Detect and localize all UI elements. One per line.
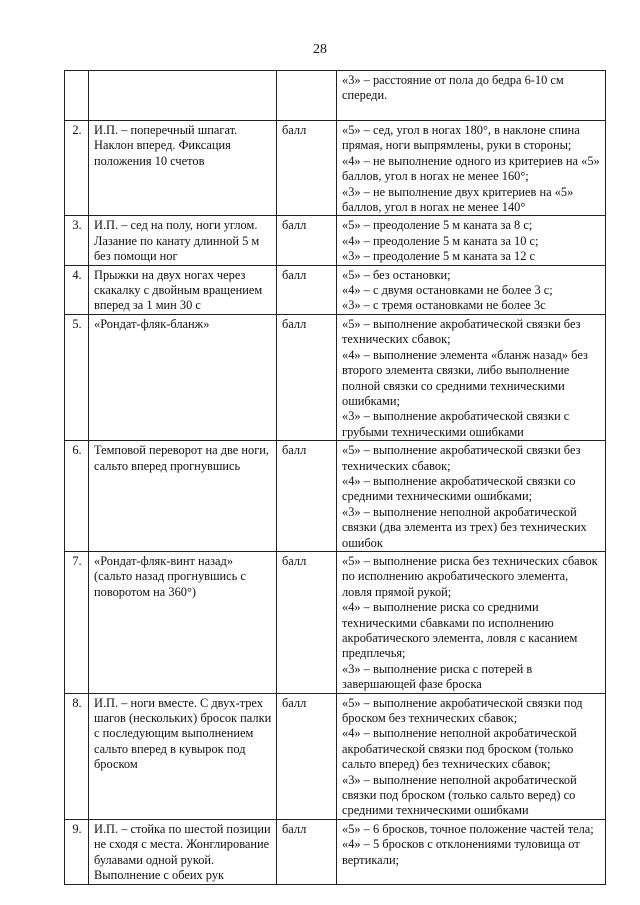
- row-number: 4.: [65, 265, 89, 314]
- criterion-line: «4» – не выполнение одного из критериев на «5» баллов, угол в ногах не менее 160°;: [342, 153, 600, 184]
- table-row: [65, 314, 606, 440]
- criterion-line: «4» – с двумя остановками не более 3 с;: [342, 283, 553, 298]
- row-number: 2.: [65, 121, 89, 216]
- measurement-unit: [277, 71, 337, 121]
- criterion-line: «5» – преодоление 5 м каната за 8 с;: [342, 218, 533, 233]
- evaluation-criteria: [337, 216, 606, 265]
- evaluation-criteria: [337, 551, 606, 693]
- criterion-line: «4» – 5 бросков с отклонениями туловища от вертикали;: [342, 837, 580, 867]
- criterion-line: «5» – выполнение риска без технических сбавок по исполнению акробатического элемента, ловля прямой рукой;: [342, 553, 598, 599]
- measurement-unit: балл: [277, 441, 337, 552]
- row-number: 8.: [65, 693, 89, 819]
- evaluation-criteria: [337, 265, 606, 314]
- criterion-line: «5» – выполнение акробатической связки без технических сбавок;: [342, 316, 581, 347]
- measurement-unit: балл: [277, 551, 337, 693]
- criterion-line: «3» – с тремя остановками не более 3с: [342, 298, 546, 313]
- criterion-line: «5» – сед, угол в ногах 180°, в наклоне спина прямая, ноги выпрямлены, руки в стороны;: [342, 123, 580, 153]
- criterion-line: «5» – 6 бросков, точное положение частей тела;: [342, 821, 594, 836]
- criterion-line: «5» – выполнение акробатической связки под броском без технических сбавок;: [342, 695, 583, 726]
- table-row: [65, 71, 606, 121]
- criterion-line: «4» – выполнение риска со средними техническими сбавками по исполнению акробатического элемента, ловля с касанием предплечья;: [342, 600, 578, 661]
- row-number: 9.: [65, 819, 89, 884]
- measurement-unit: балл: [277, 121, 337, 216]
- criterion-line: «4» – выполнение неполной акробатической акробатической связки под броском (только сальто вперед) без технических сбавок;: [342, 726, 577, 772]
- measurement-unit: балл: [277, 693, 337, 819]
- criterion-line: «4» – выполнение акробатической связки со средними техническими ошибками;: [342, 473, 576, 504]
- evaluation-criteria: [337, 819, 606, 884]
- measurement-unit: балл: [277, 819, 337, 884]
- measurement-unit: балл: [277, 314, 337, 440]
- evaluation-criteria: [337, 314, 606, 440]
- row-number: 6.: [65, 441, 89, 552]
- table-row: [65, 819, 606, 884]
- evaluation-criteria: [337, 121, 606, 216]
- criterion-line: «4» – выполнение элемента «бланж назад» без второго элемента связки, либо выполнение полной связки со средними техническими ошибками;: [342, 347, 588, 408]
- criterion-line: «3» – выполнение неполной акробатической связки под броском (только сальто веред) со средними техническими ошибками: [342, 772, 577, 818]
- measurement-unit: балл: [277, 265, 337, 314]
- exercise-description: И.П. – стойка по шестой позиции не сходя с места. Жонглирование булавами одной рукой. Выполнение с обеих рук: [89, 819, 277, 884]
- criterion-line: «3» – выполнение неполной акробатической связки (два элемента из трех) без технических ошибок: [342, 504, 587, 550]
- criterion-line: «3» – преодоление 5 м каната за 12 с: [342, 249, 536, 264]
- criterion-line: «3» – расстояние от пола до бедра 6-10 см спереди.: [342, 73, 564, 103]
- row-number: 3.: [65, 216, 89, 265]
- criterion-line: «4» – преодоление 5 м каната за 10 с;: [342, 233, 539, 248]
- table-row: [65, 216, 606, 265]
- standards-table: [64, 70, 606, 885]
- exercise-description: И.П. – сед на полу, ноги углом. Лазание по канату длинной 5 м без помощи ног: [89, 216, 277, 265]
- row-number: 5.: [65, 314, 89, 440]
- exercise-description: Прыжки на двух ногах через скакалку с двойным вращением вперед за 1 мин 30 с: [89, 265, 277, 314]
- exercise-description: И.П. – ноги вместе. С двух-трех шагов (нескольких) бросок палки с последующим выполнением сальто вперед в кувырок под броском: [89, 693, 277, 819]
- evaluation-criteria: [337, 71, 606, 121]
- table-row: [65, 265, 606, 314]
- criterion-line: «3» – выполнение акробатической связки с грубыми техническими ошибками: [342, 409, 570, 439]
- exercise-description: «Рондат-фляк-бланж»: [89, 314, 277, 440]
- table-row: [65, 441, 606, 552]
- row-number: 7.: [65, 551, 89, 693]
- row-number: [65, 71, 89, 121]
- page-number: 28: [313, 42, 327, 57]
- table-row: [65, 551, 606, 693]
- criterion-line: «5» – без остановки;: [342, 267, 451, 282]
- criterion-line: «5» – выполнение акробатической связки без технических сбавок;: [342, 443, 581, 473]
- evaluation-criteria: [337, 693, 606, 819]
- table-row: [65, 693, 606, 819]
- table-row: [65, 121, 606, 216]
- exercise-description: «Рондат-фляк-винт назад» (сальто назад прогнувшись с поворотом на 360°): [89, 551, 277, 693]
- criterion-line: «3» – не выполнение двух критериев на «5» баллов, угол в ногах не менее 140°: [342, 184, 574, 215]
- exercise-description: Темповой переворот на две ноги, сальто вперед прогнувшись: [89, 441, 277, 552]
- exercise-description: [89, 71, 277, 121]
- evaluation-criteria: [337, 441, 606, 552]
- exercise-description: И.П. – поперечный шпагат. Наклон вперед. Фиксация положения 10 счетов: [89, 121, 277, 216]
- measurement-unit: балл: [277, 216, 337, 265]
- criterion-line: «3» – выполнение риска с потерей в завершающей фазе броска: [342, 661, 533, 692]
